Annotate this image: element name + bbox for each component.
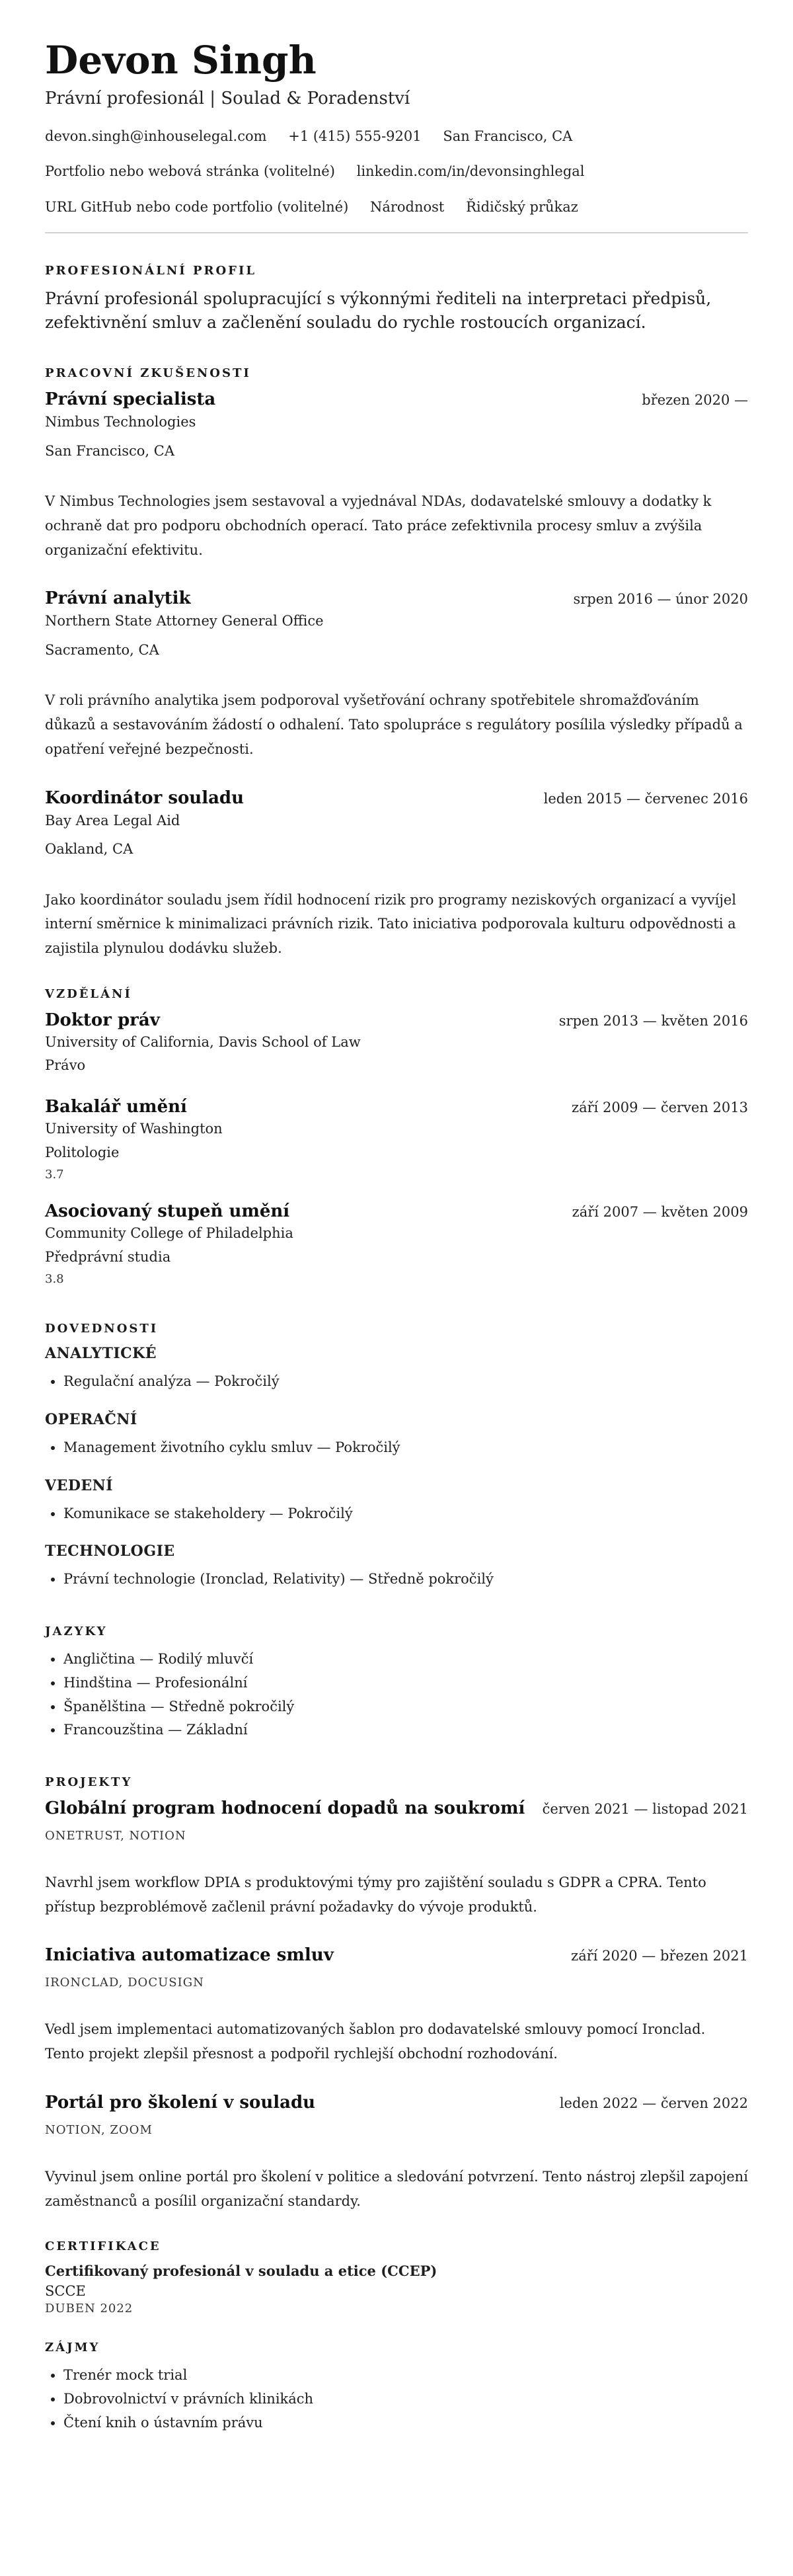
certification-issuer: SCCE — [45, 2283, 86, 2300]
project-technologies: IRONCLAD, DOCUSIGN — [45, 1976, 204, 1990]
project-dates: září 2020 — březen 2021 — [571, 1948, 748, 1964]
language-list — [45, 1648, 748, 1742]
candidate-name: Devon Singh — [45, 38, 317, 83]
school-name: University of Washington — [45, 1121, 223, 1137]
job-dates: srpen 2016 — únor 2020 — [573, 591, 748, 608]
skills-heading: DOVEDNOSTI — [45, 1322, 159, 1336]
certification-date: DUBEN 2022 — [45, 2302, 133, 2316]
projects-heading: PROJEKTY — [45, 1775, 133, 1789]
job-location: Oakland, CA — [45, 841, 133, 858]
field-of-study: Právo — [45, 1057, 86, 1074]
project-entry — [45, 2093, 748, 2214]
contact-row-3 — [45, 196, 748, 219]
skill-list — [45, 1436, 748, 1460]
employer: Northern State Attorney General Office — [45, 613, 324, 629]
job-title: Koordinátor souladu — [45, 787, 245, 808]
job-dates: březen 2020 — — [642, 392, 748, 409]
experience-heading: PRACOVNÍ ZKUŠENOSTI — [45, 366, 251, 381]
email-link[interactable]: devon.singh@inhouselegal.com — [45, 128, 267, 144]
project-title: Globální program hodnocení dopadů na soukromí — [45, 1798, 525, 1818]
school-name: Community College of Philadelphia — [45, 1225, 293, 1242]
skill-list — [45, 1568, 748, 1591]
languages-heading: JAZYKY — [45, 1625, 108, 1639]
experience-entry — [45, 788, 748, 961]
skill-list — [45, 1502, 748, 1526]
github-link[interactable]: URL GitHub nebo code portfolio (volitelné) — [45, 198, 349, 215]
project-technologies: ONETRUST, NOTION — [45, 1828, 186, 1843]
job-location: San Francisco, CA — [45, 442, 175, 459]
project-title: Portál pro školení v souladu — [45, 2092, 316, 2113]
interest-list — [45, 2364, 748, 2435]
language-item: • Francouzština — Základní — [63, 1718, 748, 1742]
project-title: Iniciativa automatizace smluv — [45, 1945, 334, 1966]
project-dates: leden 2022 — červen 2022 — [559, 2095, 748, 2111]
school-name: University of California, Davis School of Law — [45, 1033, 361, 1050]
degree-title: Bakalář umění — [45, 1097, 187, 1117]
education-entry — [45, 1201, 748, 1286]
skill-item: • Komunikace se stakeholdery — Pokročilý — [63, 1502, 748, 1526]
gpa: 3.8 — [45, 1272, 64, 1287]
phone-number[interactable]: +1 (415) 555-9201 — [288, 128, 422, 144]
driving-license: Řidičský průkaz — [466, 198, 578, 215]
portfolio-link[interactable]: Portfolio nebo webová stránka (volitelné) — [45, 163, 335, 180]
job-description: Jako koordinátor souladu jsem řídil hodnocení rizik pro programy neziskových organizací a vyvíjel interní směrnice k minimalizaci právních rizik. Tato iniciativa podporovala kulturu odpovědnosti a zajistila plynulou dodávku služeb. — [45, 891, 737, 957]
project-entry — [45, 1798, 748, 1919]
project-dates: červen 2021 — listopad 2021 — [542, 1800, 748, 1817]
language-item: • Angličtina — Rodilý mluvčí — [63, 1648, 748, 1671]
certification-entry — [45, 2263, 748, 2315]
interest-item: • Čtení knih o ústavním právu — [63, 2411, 748, 2435]
interest-item: • Dobrovolnictví v právních klinikách — [63, 2388, 748, 2411]
degree-title: Doktor práv — [45, 1010, 160, 1030]
interest-item: • Trenér mock trial — [63, 2364, 748, 2388]
field-of-study: Politologie — [45, 1144, 120, 1160]
project-description: Navrhl jsem workflow DPIA s produktovými týmy pro zajištění souladu s GDPR a CPRA. Tento přístup bezproblémově začlenil právní požadavky do vývoje produktů. — [45, 1874, 706, 1915]
header-divider — [45, 232, 748, 233]
education-dates: září 2007 — květen 2009 — [572, 1204, 748, 1221]
skill-category-title: OPERAČNÍ — [45, 1411, 137, 1429]
job-description: V Nimbus Technologies jsem sestavoval a vyjednával NDAs, dodavatelské smlouvy a dodatky k ochraně dat pro podporu obchodních operací. Tato práce zefektivnila procesy smluv a zvýšila organizační efektivitu. — [45, 493, 712, 558]
language-item: • Hindština — Profesionální — [63, 1671, 748, 1695]
education-dates: srpen 2013 — květen 2016 — [558, 1012, 748, 1029]
interests-heading: ZÁJMY — [45, 2341, 100, 2355]
field-of-study: Předprávní studia — [45, 1248, 171, 1265]
experience-entry — [45, 389, 748, 562]
project-technologies: NOTION, ZOOM — [45, 2122, 153, 2137]
skill-item: • Management životního cyklu smluv — Pokročilý — [63, 1436, 748, 1460]
candidate-headline: Právní profesionál | Soulad & Poradenství — [45, 88, 410, 108]
certification-title: Certifikovaný profesionál v souladu a etice (CCEP) — [45, 2263, 437, 2280]
education-entry — [45, 1097, 748, 1182]
profile-heading: PROFESIONÁLNÍ PROFIL — [45, 263, 257, 278]
skill-item: • Právní technologie (Ironclad, Relativity) — Středně pokročilý — [63, 1568, 748, 1591]
skill-item: • Regulační analýza — Pokročilý — [63, 1370, 748, 1394]
job-dates: leden 2015 — červenec 2016 — [543, 790, 748, 807]
education-dates: září 2009 — červen 2013 — [572, 1100, 748, 1116]
job-description: V roli právního analytika jsem podporoval vyšetřování ochrany spotřebitele shromažďováním důkazů a sestavováním žádostí o odhalení. Tato spolupráce s regulátory posílila výsledky případů a opatření veřejné bezpečnosti. — [45, 692, 743, 757]
nationality: Národnost — [369, 198, 445, 215]
contact-row-2 — [45, 161, 748, 183]
employer: Bay Area Legal Aid — [45, 812, 180, 828]
profile-summary: Právní profesionál spolupracující s výkonnými řediteli na interpretaci předpisů, zefektivnění smluv a začlenění souladu do rychle rostoucích organizací. — [45, 288, 712, 332]
language-item: • Španělština — Středně pokročilý — [63, 1695, 748, 1719]
skill-category-title: ANALYTICKÉ — [45, 1345, 157, 1363]
job-title: Právní analytik — [45, 588, 191, 609]
skill-category-title: TECHNOLOGIE — [45, 1543, 175, 1560]
experience-entry — [45, 588, 748, 761]
education-heading: VZDĚLÁNÍ — [45, 986, 132, 1001]
project-description: Vyvinul jsem online portál pro školení v politice a sledování potvrzení. Tento nástroj zlepšil zapojení zaměstnanců a posílil organizační standardy. — [45, 2168, 748, 2209]
employer: Nimbus Technologies — [45, 414, 196, 430]
project-entry — [45, 1945, 748, 2066]
education-entry — [45, 1010, 748, 1077]
contact-row-1 — [45, 126, 748, 148]
project-description: Vedl jsem implementaci automatizovaných šablon pro dodavatelské smlouvy pomocí Ironclad. Tento projekt zlepšil přesnost a podpořil rychlejší obchodní rozhodování. — [45, 2021, 706, 2062]
location: San Francisco, CA — [443, 128, 573, 144]
linkedin-link[interactable]: linkedin.com/in/devonsinghlegal — [356, 163, 585, 180]
gpa: 3.7 — [45, 1168, 64, 1182]
degree-title: Asociovaný stupeň umění — [45, 1201, 290, 1222]
skill-category-title: VEDENÍ — [45, 1476, 114, 1494]
certifications-heading: CERTIFIKACE — [45, 2239, 161, 2254]
skill-list — [45, 1370, 748, 1394]
job-title: Právní specialista — [45, 389, 216, 410]
job-location: Sacramento, CA — [45, 641, 159, 658]
